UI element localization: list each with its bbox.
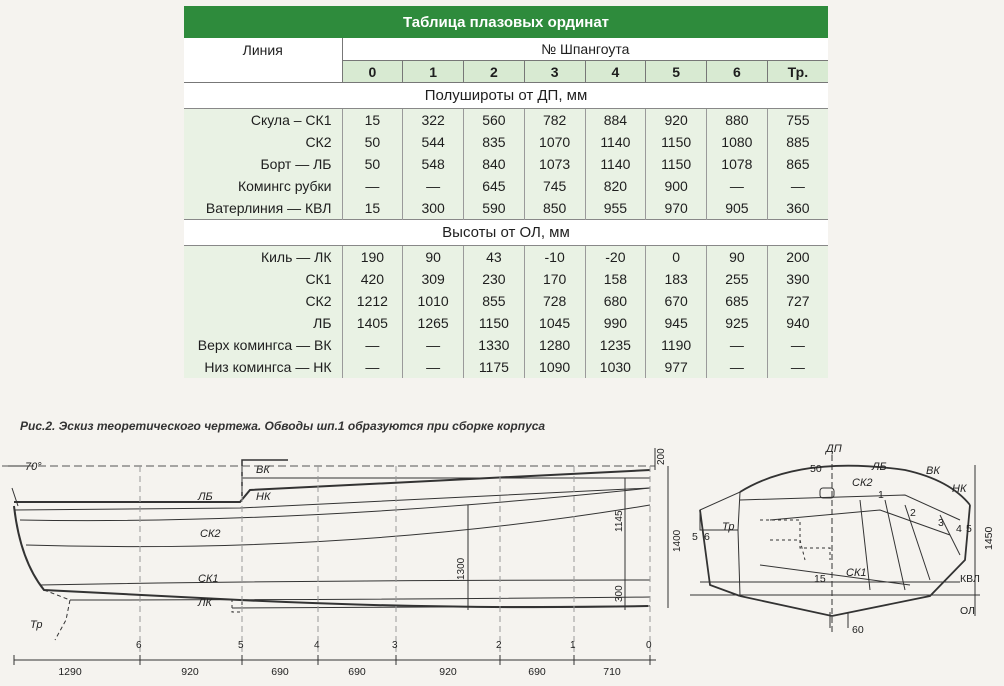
side-label-vk: ВК (256, 464, 270, 476)
station-2: 2 (496, 640, 502, 651)
table-cell: — (767, 175, 828, 197)
frame-number-cell: 3 (524, 61, 585, 83)
table-row (184, 312, 828, 334)
frame-number-cell: 4 (585, 61, 646, 83)
table-cell: 50 (342, 153, 403, 175)
height-dim-1400: 1400 (672, 529, 683, 552)
frame-number-cell: 2 (464, 61, 525, 83)
table-cell: 1280 (524, 334, 585, 356)
table-cell: — (342, 334, 403, 356)
table-cell: 1190 (646, 334, 707, 356)
height-dim-1145: 1145 (614, 510, 625, 532)
station-1: 1 (570, 640, 576, 651)
section-label-dp: ДП (826, 443, 842, 455)
row-label: СК2 (184, 131, 342, 153)
station-6: 6 (136, 640, 142, 651)
table-cell: 755 (767, 109, 828, 132)
side-label-tr: Тр (30, 619, 43, 631)
row-label: Низ комингса — НК (184, 356, 342, 378)
table-cell: 90 (403, 246, 464, 269)
table-cell: 900 (646, 175, 707, 197)
section-dim-50: 50 (810, 463, 822, 475)
table-cell: 183 (646, 268, 707, 290)
row-label: Скула – СК1 (184, 109, 342, 132)
table-cell: 745 (524, 175, 585, 197)
table-title: Таблица плазовых ординат (184, 6, 828, 38)
figure-caption: Рис.2. Эскиз теоретического чертежа. Обводы шп.1 образуются при сборке корпуса (20, 419, 546, 433)
table-cell: 880 (707, 109, 768, 132)
height-dim-300: 300 (614, 585, 625, 602)
table-row (184, 131, 828, 153)
table-cell: 1070 (524, 131, 585, 153)
table-cell: 728 (524, 290, 585, 312)
section-label-nk: НК (952, 483, 967, 495)
section-title: Полушироты от ДП, мм (184, 83, 828, 109)
table-cell: 977 (646, 356, 707, 378)
spacing-920-a: 920 (181, 666, 199, 678)
row-label: СК1 (184, 268, 342, 290)
ordinates-table (184, 6, 828, 378)
spacing-690-c: 690 (528, 666, 546, 678)
table-cell: 1150 (646, 153, 707, 175)
row-label: Киль — ЛК (184, 246, 342, 269)
table-cell: 15 (342, 109, 403, 132)
table-row (184, 334, 828, 356)
section-label-kvl: КВЛ (960, 573, 980, 585)
table-cell: 200 (767, 246, 828, 269)
section-label-tr: Тр (722, 521, 735, 533)
table-cell: 309 (403, 268, 464, 290)
table-cell: 782 (524, 109, 585, 132)
table-cell: 645 (464, 175, 525, 197)
frame-number-cell: 6 (707, 61, 768, 83)
table-cell: 322 (403, 109, 464, 132)
table-row (184, 153, 828, 175)
height-dim-1300: 1300 (456, 557, 467, 580)
table-cell: 920 (646, 109, 707, 132)
table-cell: 865 (767, 153, 828, 175)
spacing-690-a: 690 (271, 666, 289, 678)
table-row (184, 175, 828, 197)
height-dim-200: 200 (656, 448, 667, 465)
section-drawing (690, 455, 980, 635)
table-cell: 1080 (707, 131, 768, 153)
section-frame-4: 4 (956, 523, 962, 535)
table-cell: 420 (342, 268, 403, 290)
table-cell: 230 (464, 268, 525, 290)
section-label-sk2: СК2 (852, 477, 873, 489)
side-label-lk: ЛК (198, 597, 213, 609)
section-dim-60: 60 (852, 624, 864, 636)
table-row (184, 197, 828, 220)
section-label-ol: ОЛ (960, 605, 975, 617)
station-5: 5 (238, 640, 244, 651)
table-cell: 1175 (464, 356, 525, 378)
spacing-710: 710 (603, 666, 621, 678)
table-cell: 170 (524, 268, 585, 290)
table-cell: 680 (585, 290, 646, 312)
table-cell: 685 (707, 290, 768, 312)
table-cell: 544 (403, 131, 464, 153)
table-cell: 1140 (585, 131, 646, 153)
spacing-1290: 1290 (58, 666, 82, 678)
section-header-row (184, 220, 828, 246)
section-label-vk: ВК (926, 465, 940, 477)
side-label-nk: НК (256, 491, 271, 503)
section-frame-6: 6 (704, 531, 710, 543)
frame-number-cell: 5 (646, 61, 707, 83)
table-cell: 300 (403, 197, 464, 220)
table-cell: 1405 (342, 312, 403, 334)
table-cell: 727 (767, 290, 828, 312)
table-cell: — (403, 175, 464, 197)
table-cell: 820 (585, 175, 646, 197)
table-cell: 670 (646, 290, 707, 312)
section-dim-1450: 1450 (983, 526, 995, 550)
table-row (184, 268, 828, 290)
table-cell: 15 (342, 197, 403, 220)
section-header-row (184, 83, 828, 109)
table-cell: 1078 (707, 153, 768, 175)
table-cell: 970 (646, 197, 707, 220)
table-cell: 1140 (585, 153, 646, 175)
row-label: Борт — ЛБ (184, 153, 342, 175)
table-cell: 590 (464, 197, 525, 220)
table-cell: — (403, 356, 464, 378)
table-cell: 1150 (464, 312, 525, 334)
table-cell: 855 (464, 290, 525, 312)
table-cell: 905 (707, 197, 768, 220)
spacing-920-b: 920 (439, 666, 457, 678)
table-cell: 1010 (403, 290, 464, 312)
angle-label: 70° (25, 461, 42, 473)
table-cell: 990 (585, 312, 646, 334)
section-frame-3: 3 (938, 517, 944, 529)
table-cell: 955 (585, 197, 646, 220)
table-cell: 940 (767, 312, 828, 334)
section-frame-2: 2 (910, 507, 916, 519)
table-row (184, 356, 828, 378)
table-cell: — (342, 175, 403, 197)
table-cell: — (707, 334, 768, 356)
table-cell: — (707, 175, 768, 197)
line-column-header: Линия (184, 38, 342, 83)
table-cell: 1212 (342, 290, 403, 312)
row-label: СК2 (184, 290, 342, 312)
table-row (184, 290, 828, 312)
frame-number-cell: Тр. (767, 61, 828, 83)
table-cell: 548 (403, 153, 464, 175)
table-cell: 835 (464, 131, 525, 153)
table-cell: 560 (464, 109, 525, 132)
section-dim-15: 15 (814, 573, 826, 585)
frame-number-cell: 0 (342, 61, 403, 83)
spacing-690-b: 690 (348, 666, 366, 678)
table-cell: 945 (646, 312, 707, 334)
table-cell: 90 (707, 246, 768, 269)
side-label-sk1: СК1 (198, 573, 219, 585)
station-4: 4 (314, 640, 320, 651)
table-cell: 840 (464, 153, 525, 175)
table-row (184, 246, 828, 269)
section-frame-5: 5 (692, 531, 698, 543)
table-cell: 925 (707, 312, 768, 334)
table-cell: 360 (767, 197, 828, 220)
table-cell: — (767, 334, 828, 356)
station-3: 3 (392, 640, 398, 651)
row-label: Ватерлиния — КВЛ (184, 197, 342, 220)
table-cell: — (342, 356, 403, 378)
table-cell: 1030 (585, 356, 646, 378)
table-cell: 390 (767, 268, 828, 290)
row-label: Комингс рубки (184, 175, 342, 197)
table-cell: 255 (707, 268, 768, 290)
table-cell: 190 (342, 246, 403, 269)
side-label-sk2: СК2 (200, 528, 221, 540)
table-cell: 1090 (524, 356, 585, 378)
side-label-lb: ЛБ (198, 491, 213, 503)
table-row (184, 109, 828, 132)
table-cell: 1073 (524, 153, 585, 175)
section-frame-1: 1 (878, 489, 884, 501)
frame-number-header: № Шпангоута (342, 38, 828, 61)
table-cell: 0 (646, 246, 707, 269)
table-cell: 884 (585, 109, 646, 132)
table-cell: 1330 (464, 334, 525, 356)
section-frame-5r: 5 (966, 523, 972, 535)
table-cell: 158 (585, 268, 646, 290)
section-title: Высоты от ОЛ, мм (184, 220, 828, 246)
table-cell: 850 (524, 197, 585, 220)
row-label: ЛБ (184, 312, 342, 334)
table-cell: — (767, 356, 828, 378)
table-cell: 1045 (524, 312, 585, 334)
table-cell: 885 (767, 131, 828, 153)
table-cell: 50 (342, 131, 403, 153)
section-label-sk1: СК1 (846, 567, 867, 579)
frame-number-cell: 1 (403, 61, 464, 83)
section-label-lb: ЛБ (872, 461, 887, 473)
table-cell: 1265 (403, 312, 464, 334)
table-cell: 1150 (646, 131, 707, 153)
table-cell: 43 (464, 246, 525, 269)
table-cell: — (707, 356, 768, 378)
row-label: Верх комингса — ВК (184, 334, 342, 356)
table-cell: 1235 (585, 334, 646, 356)
station-0: 0 (646, 640, 652, 651)
table-cell: — (403, 334, 464, 356)
table-cell: -10 (524, 246, 585, 269)
table-cell: -20 (585, 246, 646, 269)
